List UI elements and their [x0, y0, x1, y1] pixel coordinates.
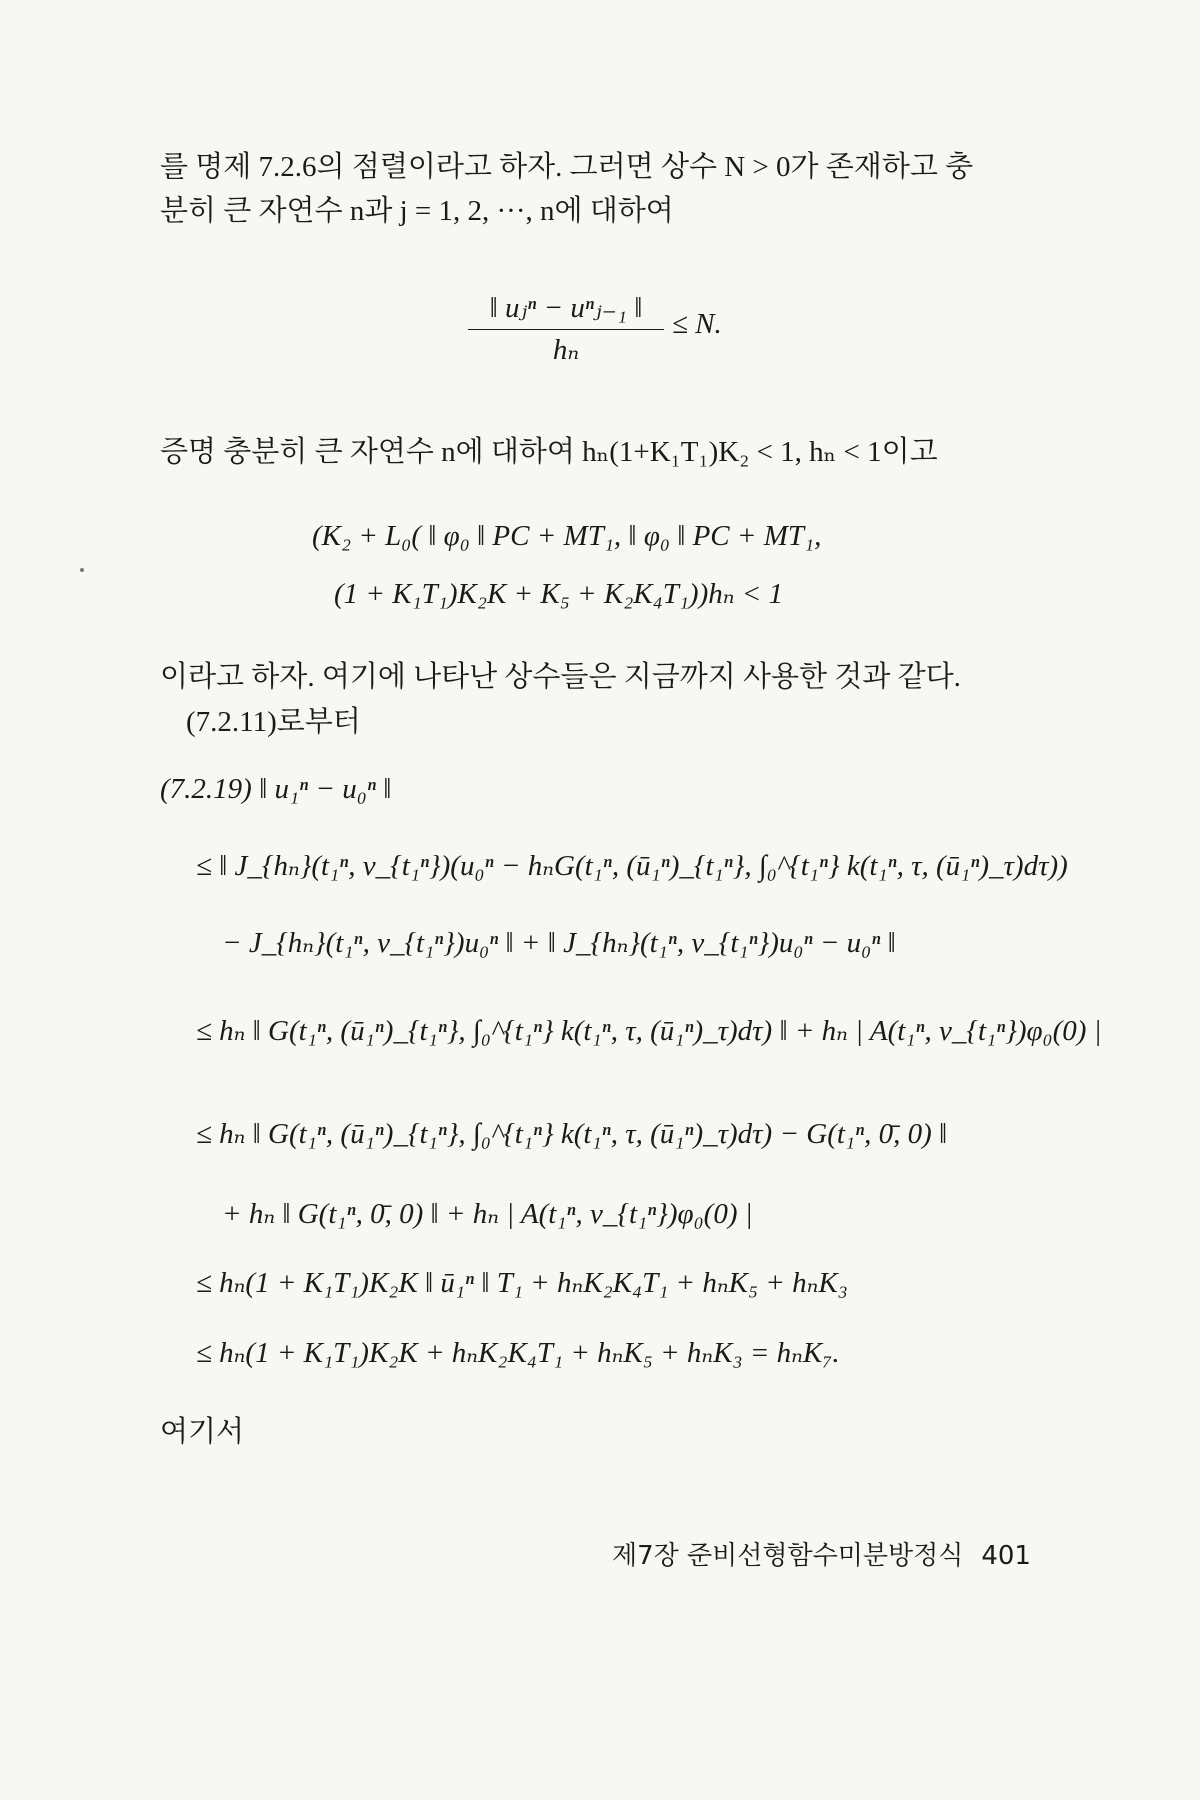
scan-speck	[80, 568, 84, 572]
page-number: 401	[981, 1541, 1031, 1571]
equation-label-line: (7.2.19) ‖ u₁ⁿ − u₀ⁿ ‖	[160, 773, 392, 805]
fraction	[468, 290, 664, 367]
fraction-numerator: ‖ uⱼⁿ − uⁿⱼ₋₁ ‖	[468, 290, 664, 330]
paragraph-line: 를 명제 7.2.6의 점렬이라고 하자. 그러면 상수 N > 0가 존재하고 충	[160, 151, 974, 183]
equation-line: ≤ ‖ J_{hₙ}(t₁ⁿ, v_{t₁ⁿ})(u₀ⁿ − hₙG(t₁ⁿ, (ū₁ⁿ)_{t₁ⁿ}, ∫₀^{t₁ⁿ} k(t₁ⁿ, τ, (ū₁ⁿ)_τ)dτ))	[196, 850, 1068, 882]
condition-line: (K₂ + L₀( ‖ φ₀ ‖ PC + MT₁, ‖ φ₀ ‖ PC + MT₁,	[312, 520, 822, 552]
paragraph-line: 분히 큰 자연수 n과 j = 1, 2, ···, n에 대하여	[160, 195, 674, 227]
paragraph-line: 이라고 하자. 여기에 나타난 상수들은 지금까지 사용한 것과 같다.	[160, 661, 961, 693]
equation-line: ≤ hₙ(1 + K₁T₁)K₂K ‖ ū₁ⁿ ‖ T₁ + hₙK₂K₄T₁ + hₙK₅ + hₙK₃	[196, 1267, 848, 1299]
page-footer	[612, 1535, 1031, 1572]
paragraph-line: 여기서	[160, 1416, 245, 1448]
equation-line: + hₙ ‖ G(t₁ⁿ, 0̄, 0) ‖ + hₙ | A(t₁ⁿ, v_{t₁ⁿ})φ₀(0) |	[222, 1198, 753, 1230]
paragraph-line: (7.2.11)로부터	[186, 706, 361, 738]
equation-line: ≤ hₙ ‖ G(t₁ⁿ, (ū₁ⁿ)_{t₁ⁿ}, ∫₀^{t₁ⁿ} k(t₁ⁿ, τ, (ū₁ⁿ)_τ)dτ) ‖ + hₙ | A(t₁ⁿ, v_{t₁ⁿ})φ₀(0) |	[196, 1015, 1102, 1047]
chapter-title: 제7장 준비선형함수미분방정식	[612, 1541, 964, 1571]
condition-line: (1 + K₁T₁)K₂K + K₅ + K₂K₄T₁))hₙ < 1	[334, 578, 784, 610]
fraction-relation: ≤ N.	[672, 308, 722, 340]
equation-line: ≤ hₙ ‖ G(t₁ⁿ, (ū₁ⁿ)_{t₁ⁿ}, ∫₀^{t₁ⁿ} k(t₁ⁿ, τ, (ū₁ⁿ)_τ)dτ) − G(t₁ⁿ, 0̄, 0) ‖	[196, 1118, 948, 1150]
proof-line: 증명 충분히 큰 자연수 n에 대하여 hₙ(1+K₁T₁)K₂ < 1, hₙ < 1이고	[160, 436, 938, 468]
equation-line: ≤ hₙ(1 + K₁T₁)K₂K + hₙK₂K₄T₁ + hₙK₅ + hₙK₃ = hₙK₇.	[196, 1337, 840, 1369]
equation-line: − J_{hₙ}(t₁ⁿ, v_{t₁ⁿ})u₀ⁿ ‖ + ‖ J_{hₙ}(t₁ⁿ, v_{t₁ⁿ})u₀ⁿ − u₀ⁿ ‖	[222, 927, 896, 959]
fraction-denominator: hₙ	[552, 334, 580, 366]
